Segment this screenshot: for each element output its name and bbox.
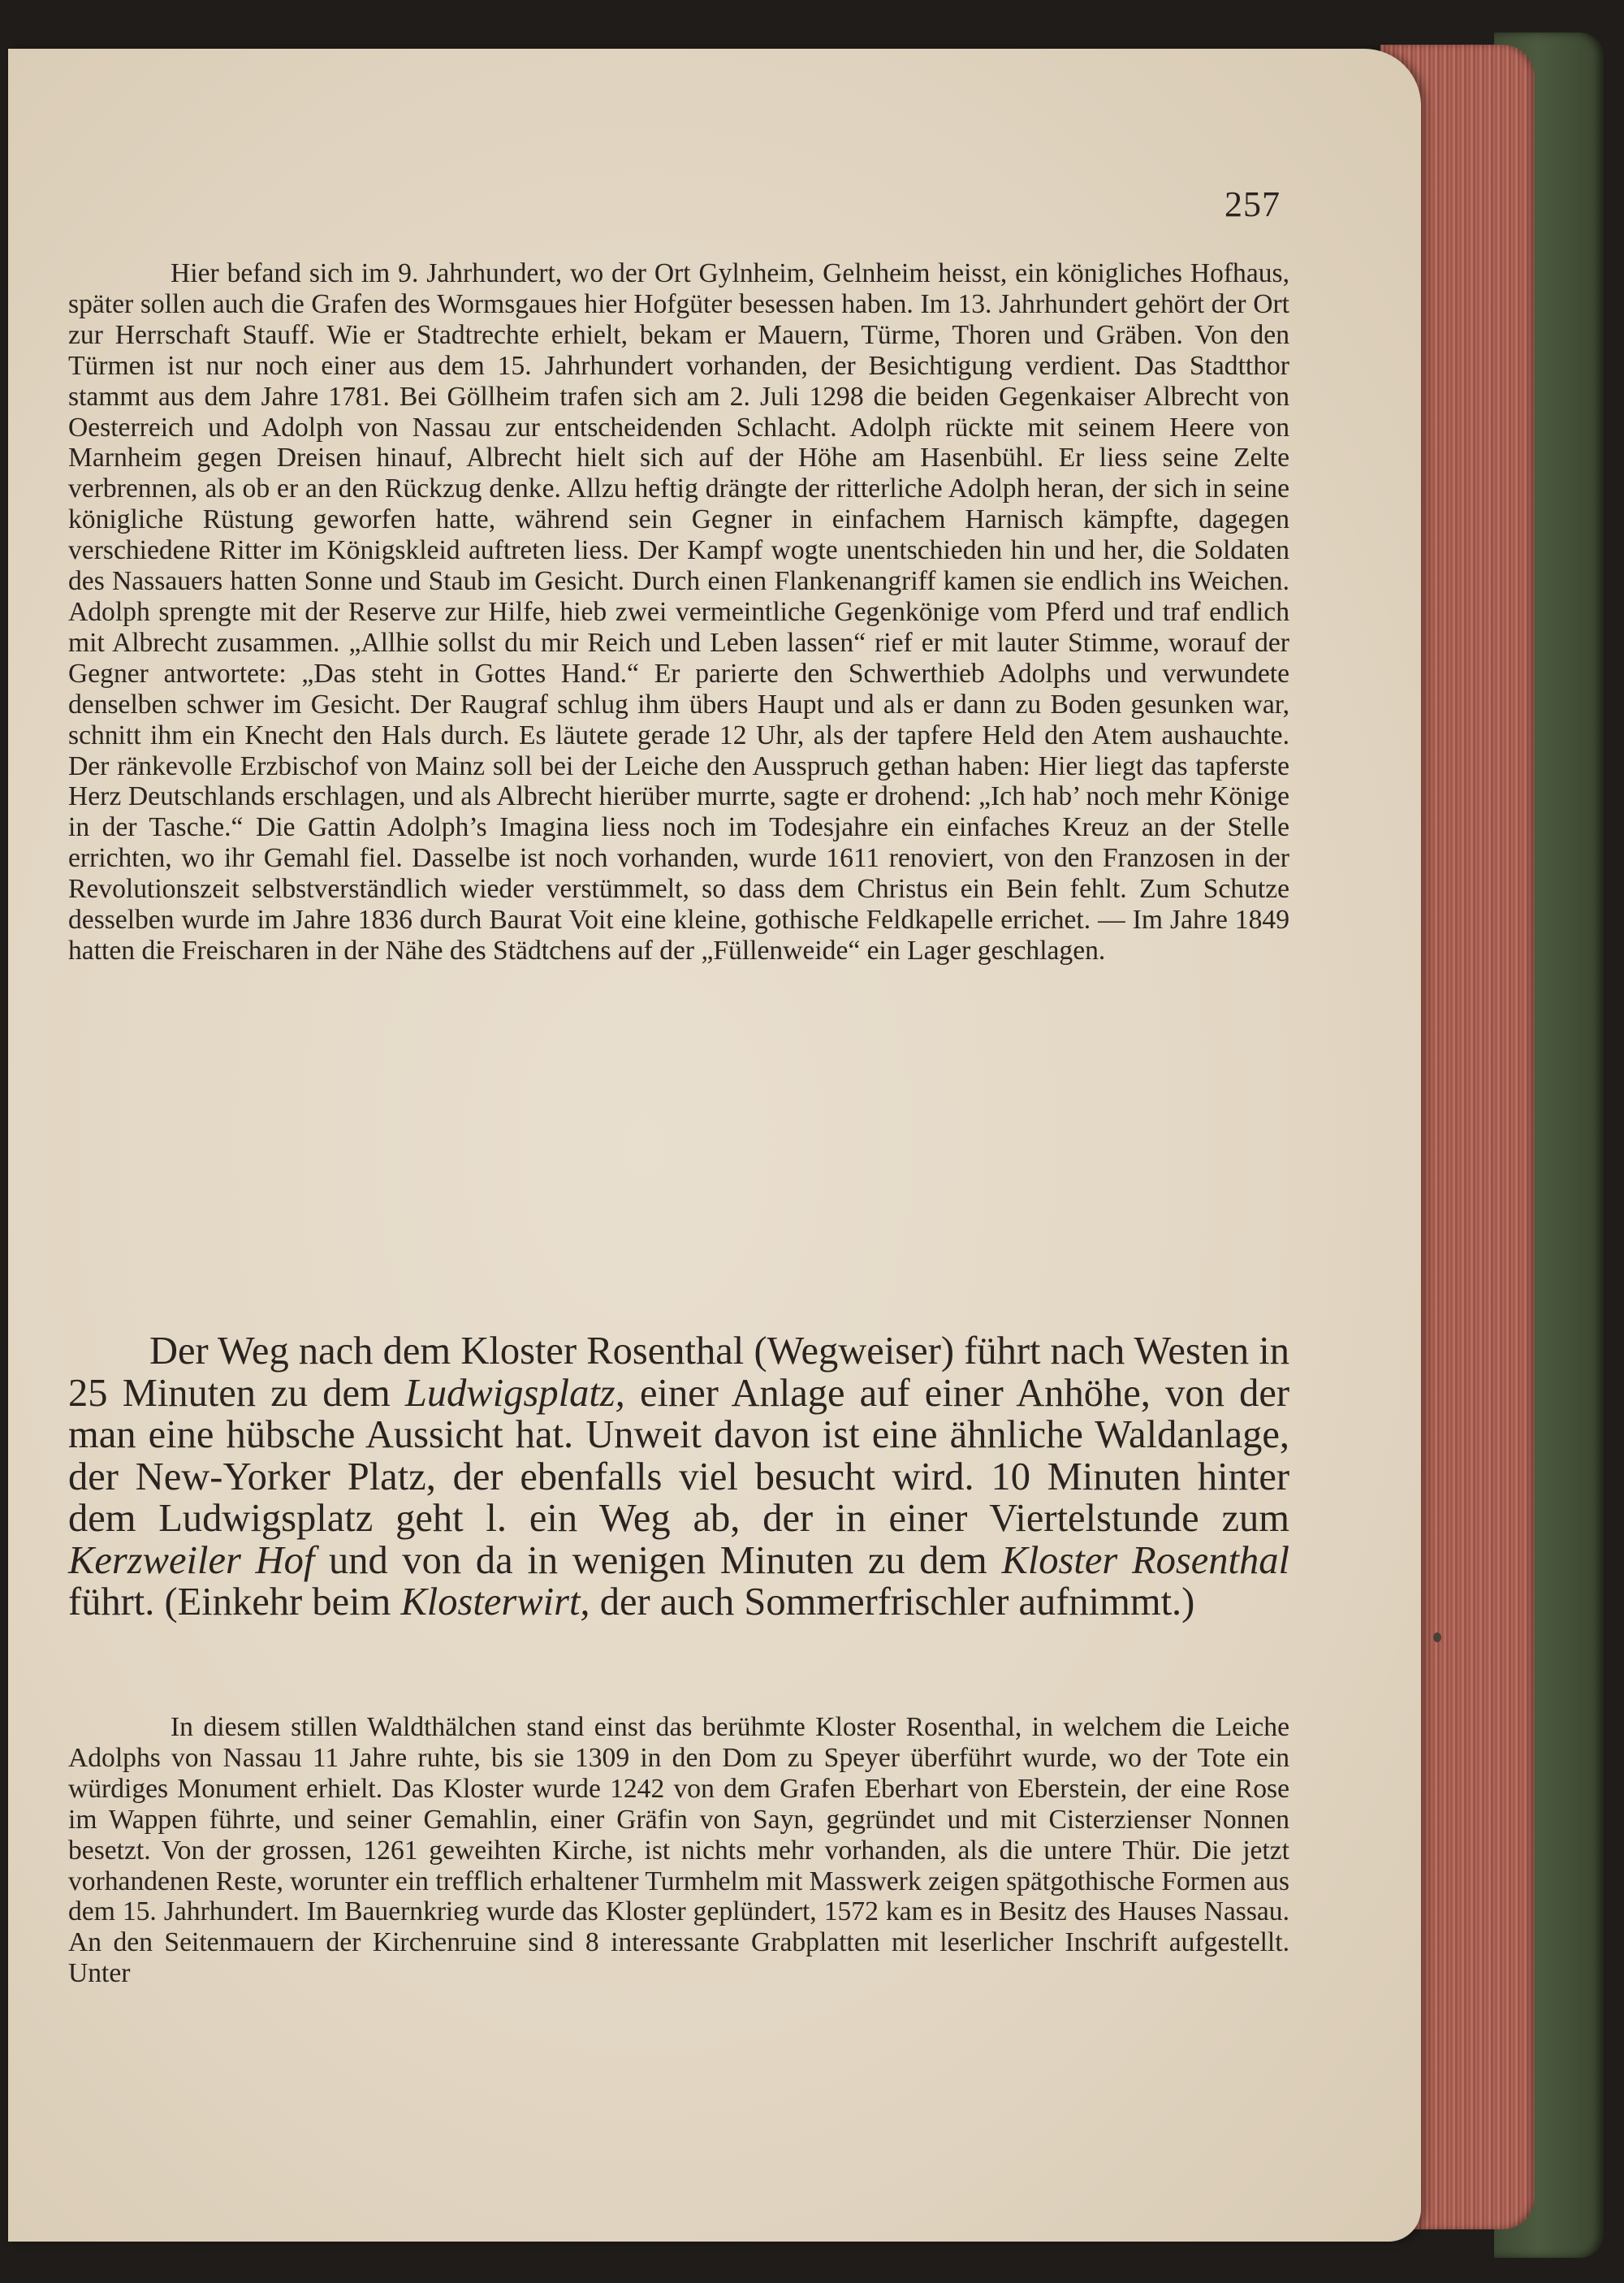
klosterwirt-term: Klosterwirt, bbox=[400, 1580, 590, 1624]
kerzweiler-hof-term: Kerzweiler Hof bbox=[68, 1538, 315, 1582]
route-text-4: führt. (Einkehr beim bbox=[68, 1580, 401, 1624]
paragraph-2-text bbox=[68, 1330, 1289, 1624]
kloster-rosenthal-term: Kloster Rosenthal bbox=[1001, 1538, 1289, 1582]
route-text-5: der auch Sommerfrischler aufnimmt.) bbox=[590, 1580, 1195, 1624]
paragraph-gollheim bbox=[68, 258, 1289, 966]
paragraph-3-text: In diesem stillen Waldthälchen stand einst das berühmte Kloster Rosenthal, in welchem die Leiche Adolphs von Nassau 11 Jahre ruhte, bis sie 1309 in den Dom zu Speyer überführt wurde, wo der Tote ein würdiges Monument erhielt. Das Kloster wurde 1242 von dem Grafen Eberhart von Eberstein, der eine Rose im Wappen führte, und seiner Gemahlin, einer Gräfin von Sayn, gegründet und mit Cisterzienser Nonnen besetzt. Von der grossen, 1261 geweihten Kirche, ist nichts mehr vorhanden, als die untere Thür. Die jetzt vorhandenen Reste, worunter ein trefflich erhaltener Turmhelm mit Masswerk zeigen spätgothische Formen aus dem 15. Jahrhundert. Im Bauernkrieg wurde das Kloster geplündert, 1572 kam es in Besitz des Hauses Nassau. An den Seitenmauern der Kirchenruine sind 8 interessante Grabplatten mit leserlicher Inschrift aufgestellt. Unter bbox=[68, 1712, 1289, 1989]
paragraph-rosenthal bbox=[68, 1712, 1289, 1989]
route-text-1: Der Weg nach dem Kloster Rosenthal (Wegweiser) führt nach Westen in 25 Minuten zu dem bbox=[68, 1330, 1289, 1415]
margin-mark bbox=[1433, 1632, 1441, 1642]
page-number: 257 bbox=[1224, 184, 1281, 224]
route-text-2: einer Anlage auf einer Anhöhe, von der man eine hübsche Aussicht hat. Unweit davon ist eine ähnliche Waldanlage, der New-Yorker Platz, der ebenfalls viel besucht wird. 10 Minuten hinter dem Ludwigsplatz geht l. ein Weg ab, der in einer Viertelstunde zum bbox=[68, 1371, 1289, 1540]
paragraph-route bbox=[68, 1330, 1289, 1624]
route-text-3: und von da in wenigen Minuten zu dem bbox=[314, 1538, 1002, 1582]
paragraph-1-text: Hier befand sich im 9. Jahrhundert, wo der Ort Gylnheim, Gelnheim heisst, ein königliches Hofhaus, später sollen auch die Grafen des Wormsgaues hier Hofgüter besessen haben. Im 13. Jahrhundert gehört der Ort zur Herrschaft Stauff. Wie er Stadtrechte erhielt, bekam er Mauern, Türme, Thoren und Gräben. Von den Türmen ist nur noch einer aus dem 15. Jahrhundert vorhanden, der Besichtigung verdient. Das Stadtthor stammt aus dem Jahre 1781. Bei Göllheim trafen sich am 2. Juli 1298 die beiden Gegenkaiser Albrecht von Oesterreich und Adolph von Nassau zur entscheidenden Schlacht. Adolph rückte mit seinem Heere von Marnheim gegen Dreisen hinauf, Albrecht hielt sich auf der Höhe am Hasenbühl. Er liess seine Zelte verbrennen, als ob er an den Rückzug denke. Allzu heftig drängte der ritterliche Adolph heran, der sich in seine königliche Rüstung geworfen hatte, während sein Gegner in einfachem Harnisch kämpfte, dagegen verschiedene Ritter im Königskleid auftreten liess. Der Kampf wogte unentschieden hin und her, die Soldaten des Nassauers hatten Sonne und Staub im Gesicht. Durch einen Flankenangriff kamen sie endlich ins Weichen. Adolph sprengte mit der Reserve zur Hilfe, hieb zwei vermeintliche Gegenkönige vom Pferd und traf endlich mit Albrecht zusammen. „Allhie sollst du mir Reich und Leben lassen“ rief er mit lauter Stimme, worauf der Gegner antwortete: „Das steht in Gottes Hand.“ Er parierte den Schwerthieb Adolphs und verwundete denselben schwer im Gesicht. Der Raugraf schlug ihm übers Haupt und als er dann zu Boden gesunken war, schnitt ihm ein Knecht den Hals durch. Es läutete gerade 12 Uhr, als der tapfere Held den Atem aushauchte. Der ränkevolle Erzbischof von Mainz soll bei der Leiche den Ausspruch gethan haben: Hier liegt das tapferste Herz Deutschlands erschlagen, und als Albrecht hierüber murrte, sagte er drohend: „Ich hab’ noch mehr Könige in der Tasche.“ Die Gattin Adolph’s Imagina liess noch im Todesjahre ein einfaches Kreuz an der Stelle errichten, wo ihr Gemahl fiel. Dasselbe ist noch vorhanden, wurde 1611 renoviert, von den Franzosen in der Revolutionszeit selbstverständlich wieder verstümmelt, so dass dem Christus ein Bein fehlt. Zum Schutze desselben wurde im Jahre 1836 durch Baurat Voit eine kleine, gothische Feldkapelle errichet. — Im Jahre 1849 hatten die Freischaren in der Nähe des Städtchens auf der „Füllenweide“ ein Lager geschlagen. bbox=[68, 258, 1289, 966]
ludwigsplatz-term: Ludwigsplatz, bbox=[404, 1371, 625, 1415]
